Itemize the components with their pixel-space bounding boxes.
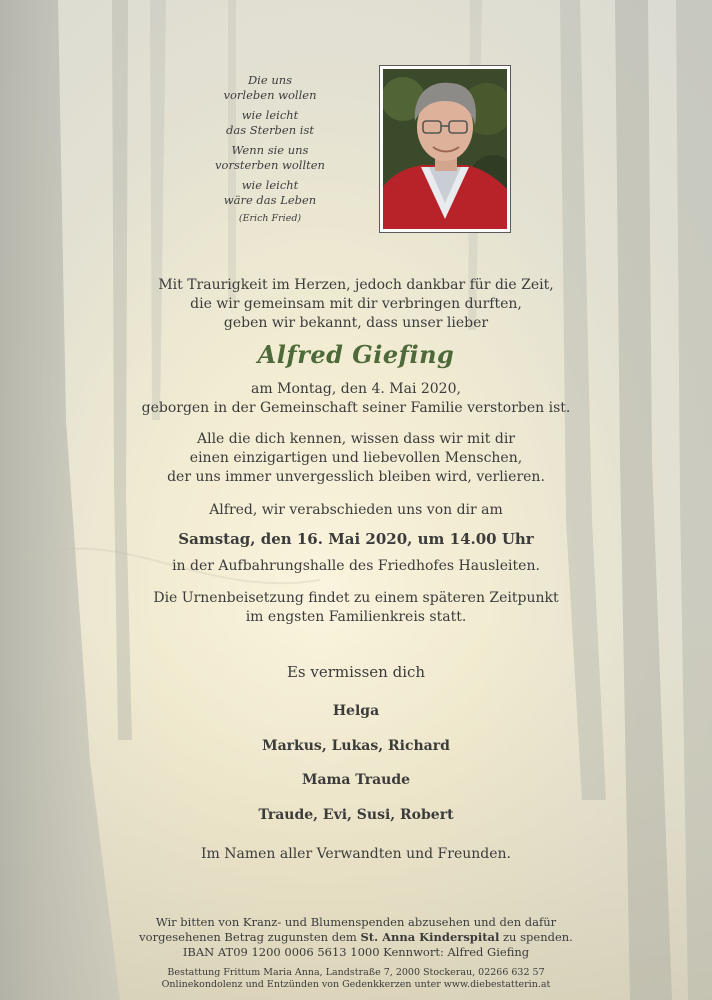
poem-line: Die uns xyxy=(247,73,293,87)
poem-line: vorleben wollen xyxy=(223,88,317,102)
poem-stanza xyxy=(212,143,328,173)
miss-intro: Es vermissen dich xyxy=(286,663,426,681)
donation-notice xyxy=(0,915,712,960)
donation-line: vorgesehenen Betrag zugunsten dem St. Anna Kinderspital zu spenden. xyxy=(139,930,573,944)
poem-line: wie leicht xyxy=(241,178,299,192)
memory-text xyxy=(0,430,712,487)
intro-line: die wir gemeinsam mit dir verbringen durften, xyxy=(190,296,522,312)
memory-line: Alle die dich kennen, wissen dass wir mit dir xyxy=(196,431,515,447)
portrait-photo xyxy=(379,65,511,233)
death-line: geborgen in der Gemeinschaft seiner Familie verstorben ist. xyxy=(141,400,571,416)
relatives-line: Im Namen aller Verwandten und Freunden. xyxy=(201,846,511,862)
intro-text xyxy=(0,276,712,333)
memory-line: der uns immer unvergesslich bleiben wird, verlieren. xyxy=(167,469,545,485)
donation-line: Wir bitten von Kranz- und Blumenspenden abzusehen und den dafür xyxy=(155,915,557,929)
farewell-date: Samstag, den 16. Mai 2020, um 14.00 Uhr xyxy=(178,530,534,548)
farewell-place: in der Aufbahrungshalle des Friedhofes Hausleiten. xyxy=(172,558,540,574)
undertaker-website: Onlinekondolenz und Entzünden von Gedenkkerzen unter www.diebestatterin.at xyxy=(161,979,551,990)
death-line: am Montag, den 4. Mai 2020, xyxy=(251,381,461,397)
poem-line: Wenn sie uns xyxy=(231,143,309,157)
deceased-name: Alfred Giefing xyxy=(257,340,455,369)
farewell-intro: Alfred, wir verabschieden uns von dir am xyxy=(209,502,503,518)
intro-line: geben wir bekannt, dass unser lieber xyxy=(223,315,489,331)
poem-line: wäre das Leben xyxy=(223,193,317,207)
undertaker-address: Bestattung Frittum Maria Anna, Landstraße 7, 2000 Stockerau, 02266 632 57 xyxy=(167,967,545,978)
portrait-image xyxy=(383,69,507,229)
poem-author: (Erich Fried) xyxy=(238,213,302,224)
donation-iban: IBAN AT09 1200 0006 5613 1000 Kennwort: Alfred Giefing xyxy=(182,945,530,959)
poem-stanza xyxy=(212,73,328,103)
poem-line: das Sterben ist xyxy=(225,123,314,137)
undertaker-info xyxy=(0,967,712,991)
intro-line: Mit Traurigkeit im Herzen, jedoch dankbar für die Zeit, xyxy=(158,277,554,293)
poem-stanza xyxy=(212,178,328,208)
mourner-name: Mama Traude xyxy=(301,772,411,788)
death-notice xyxy=(0,380,712,418)
poem xyxy=(212,73,328,226)
mourner-name: Markus, Lukas, Richard xyxy=(262,738,450,754)
mourner-name: Traude, Evi, Susi, Robert xyxy=(258,807,454,823)
poem-stanza xyxy=(212,108,328,138)
urn-notice xyxy=(0,589,712,627)
poem-line: wie leicht xyxy=(241,108,299,122)
urn-line: Die Urnenbeisetzung findet zu einem späteren Zeitpunkt xyxy=(153,590,559,606)
memory-line: einen einzigartigen und liebevollen Menschen, xyxy=(189,450,523,466)
urn-line: im engsten Familienkreis statt. xyxy=(245,609,467,625)
poem-line: vorsterben wollten xyxy=(215,158,325,172)
charity-name: St. Anna Kinderspital xyxy=(360,930,500,944)
mourner-name: Helga xyxy=(332,703,380,719)
